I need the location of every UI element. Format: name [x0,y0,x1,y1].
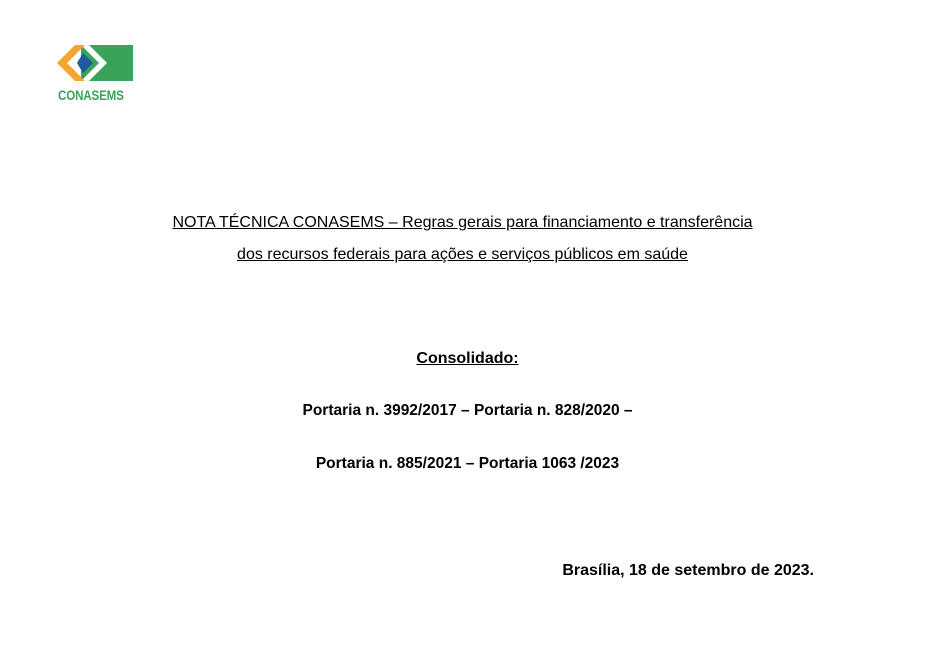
title-line-1-rest: – Regras gerais para financiamento e transferência [384,214,753,231]
document-title-line-1 [0,213,925,233]
document-title-line-2: dos recursos federais para ações e serviços públicos em saúde [237,246,688,263]
consolidado-heading: Consolidado: [416,350,519,367]
portarias-line-2: Portaria n. 885/2021 – Portaria 1063 /2023 [315,455,620,472]
title-prefix: NOTA TÉCNICA CONASEMS [172,214,385,231]
conasems-logo [57,43,137,103]
portarias-line-1: Portaria n. 3992/2017 – Portaria n. 828/2020 – [302,402,633,419]
conasems-logo-icon [57,43,137,83]
date-line: Brasília, 18 de setembro de 2023. [562,562,814,579]
logo-wordmark: CONASEMS [58,88,124,103]
